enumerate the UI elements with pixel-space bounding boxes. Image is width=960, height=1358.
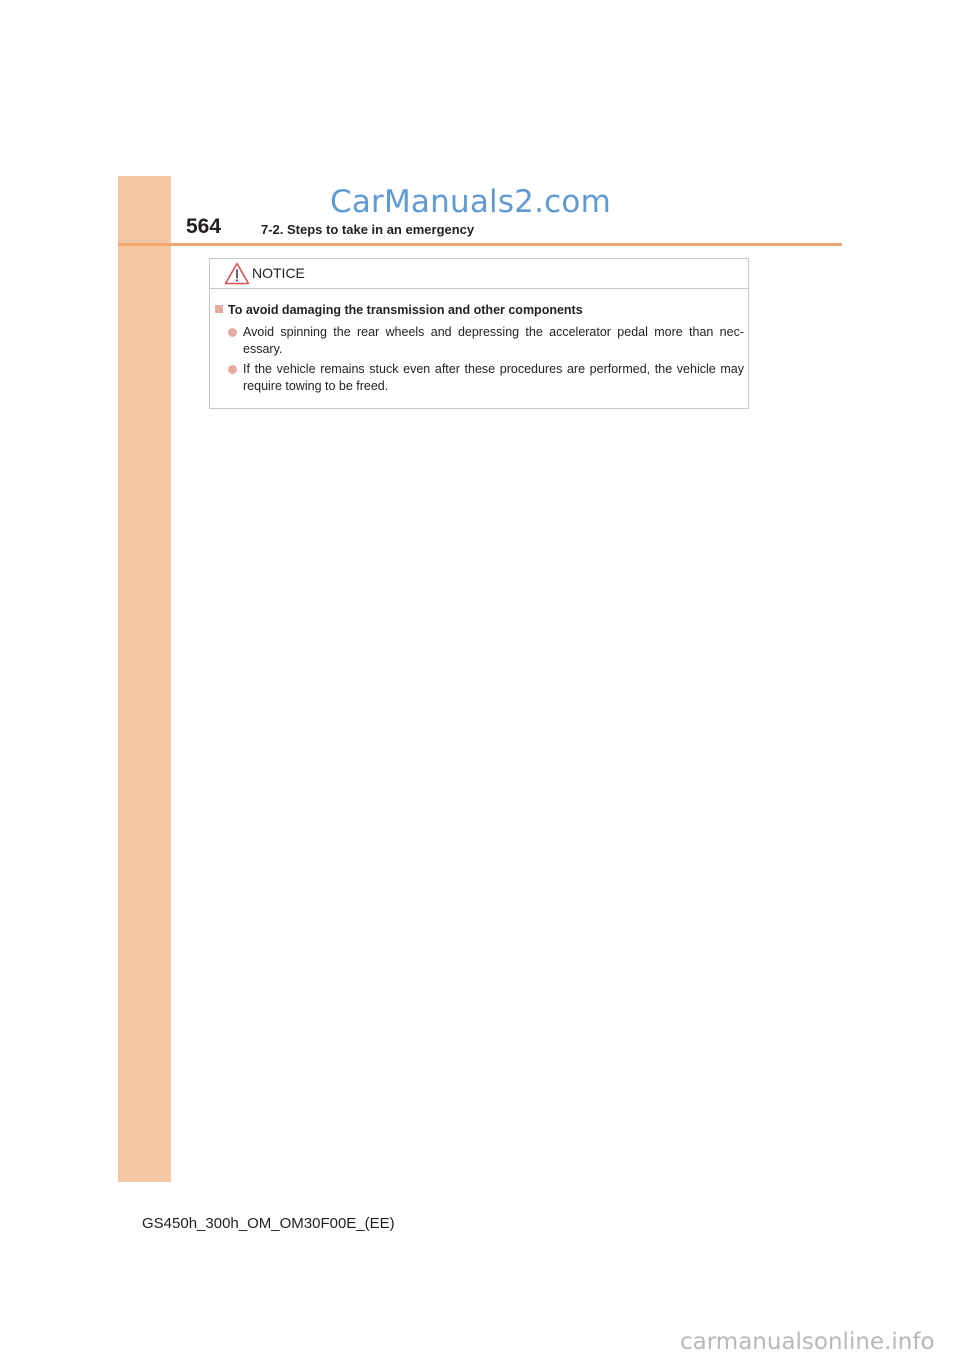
page-number: 564: [186, 215, 222, 238]
notice-box: [209, 258, 749, 409]
side-strip: [118, 176, 171, 1182]
notice-heading: [215, 303, 735, 317]
dot-bullet-icon: [228, 365, 237, 374]
warning-triangle-icon: [224, 262, 250, 285]
list-item: [228, 324, 744, 357]
list-item-text: Avoid spinning the rear wheels and depressing the accelerator pedal more than nec-essary.: [243, 325, 744, 356]
header-rule: [118, 243, 842, 246]
watermark-top: CarManuals2.com: [330, 184, 611, 220]
notice-heading-text: To avoid damaging the transmission and other components: [228, 303, 583, 317]
notice-label: NOTICE: [252, 265, 305, 281]
section-title: 7-2. Steps to take in an emergency: [261, 222, 475, 237]
list-item: [228, 361, 744, 394]
watermark-bottom: carmanualsonline.info: [680, 1329, 935, 1355]
dot-bullet-icon: [228, 328, 237, 337]
footer-code: GS450h_300h_OM_OM30F00E_(EE): [142, 1215, 395, 1232]
square-bullet-icon: [215, 305, 223, 313]
list-item-text: If the vehicle remains stuck even after these procedures are performed, the vehicle may require towing to be freed.: [243, 362, 744, 393]
notice-header: [210, 259, 748, 289]
